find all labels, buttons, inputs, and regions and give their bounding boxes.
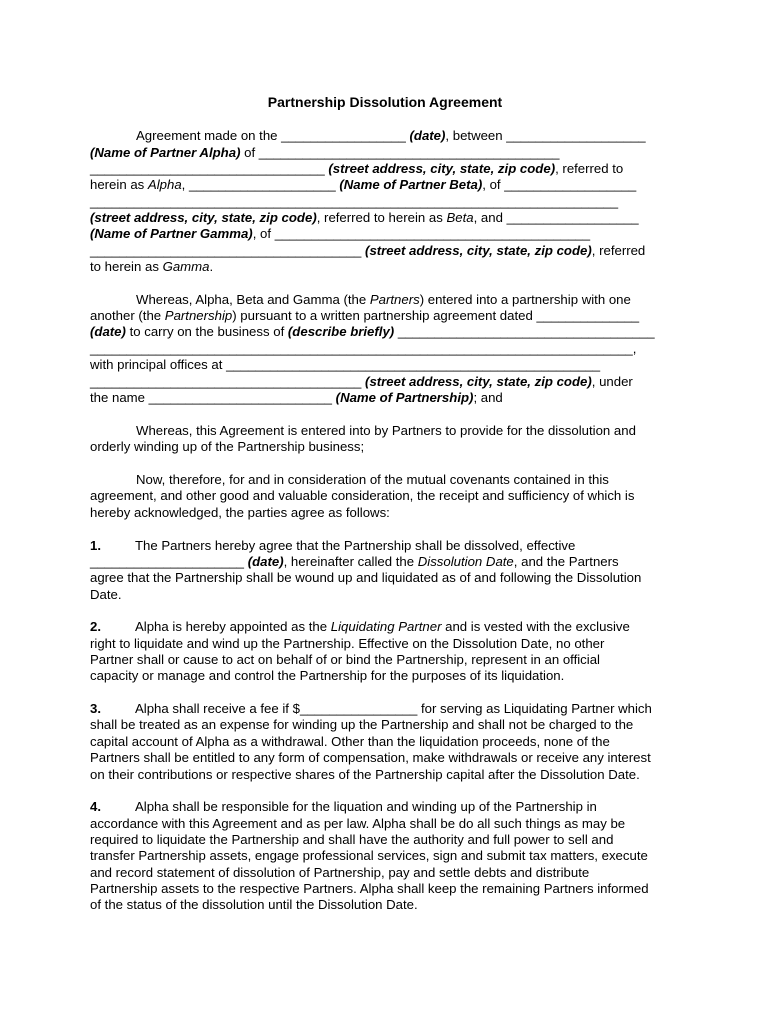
- text-segment: required to liquidate the Partnership and shall have the authority and full power to sell and: [90, 832, 614, 847]
- text-segment: , referred: [591, 243, 646, 258]
- field-label: (Name of Partner Gamma): [90, 226, 253, 241]
- document-line: [90, 570, 641, 586]
- text-segment: to herein as: [90, 259, 163, 274]
- text-segment: Partnership assets to the respective Partners. Alpha shall keep the remaining Partners informed: [90, 881, 649, 896]
- text-segment: and is vested with the exclusive: [441, 619, 630, 634]
- text-segment: , under: [591, 374, 633, 389]
- text-segment: Alpha is hereby appointed as the: [135, 619, 331, 634]
- clause-number: 3.: [90, 701, 101, 716]
- defined-term: Gamma: [162, 259, 210, 274]
- document-line: [90, 488, 634, 504]
- field-label: (Name of Partnership): [335, 390, 474, 405]
- text-segment: capital account of Alpha as a withdrawal. Other than the liquidation proceeds, none of the: [90, 734, 610, 749]
- clause-number: 1.: [90, 538, 101, 553]
- text-segment: , between ___________________: [445, 128, 646, 143]
- document-line: [90, 636, 604, 652]
- text-segment: ___________________________________: [394, 324, 655, 339]
- text-segment: Partners shall be entitled to any form of compensation, make withdrawals or receive any interest: [90, 750, 651, 765]
- document-line: [90, 554, 619, 570]
- text-segment: , ____________________: [181, 177, 340, 192]
- document-line: [90, 750, 651, 766]
- text-segment: right to liquidate and wind up the Partnership. Effective on the Dissolution Date, no other: [90, 636, 605, 651]
- field-label: (describe briefly): [287, 324, 395, 339]
- text-segment: and record statement of dissolution of Partnership, pay and settle debts and distribute: [90, 865, 590, 880]
- text-segment: , of __________________: [482, 177, 637, 192]
- document-line: [90, 865, 589, 881]
- text-segment: Whereas, Alpha, Beta and Gamma (the: [136, 292, 370, 307]
- defined-term: Partners: [369, 292, 420, 307]
- document-line: [90, 374, 633, 390]
- text-segment: of _________________________________________: [240, 145, 560, 160]
- text-segment: to carry on the business of: [125, 324, 288, 339]
- document-line: [90, 390, 503, 406]
- text-segment: _____________________: [90, 554, 248, 569]
- document-line: [90, 897, 418, 913]
- document-line: [90, 341, 636, 357]
- document-line: [90, 324, 655, 340]
- text-segment: Now, therefore, for and in consideration of the mutual covenants contained in this: [136, 472, 609, 487]
- text-segment: The Partners hereby agree that the Partnership shall be dissolved, effective: [135, 538, 576, 553]
- text-segment: , and __________________: [473, 210, 639, 225]
- field-label: (street address, city, state, zip code): [365, 243, 592, 258]
- defined-term: Liquidating Partner: [330, 619, 442, 634]
- text-segment: Whereas, this Agreement is entered into by Partners to provide for the dissolution and: [136, 423, 636, 438]
- text-segment: ________________________________: [90, 161, 329, 176]
- document-line: [90, 259, 213, 275]
- document-line: [90, 587, 122, 603]
- text-segment: __________________________________________________________________________,: [90, 341, 637, 356]
- text-segment: orderly winding up of the Partnership business;: [90, 439, 365, 454]
- document-line: [90, 161, 623, 177]
- defined-term: Beta: [446, 210, 474, 225]
- document-line: [90, 881, 649, 897]
- defined-term: Dissolution Date: [417, 554, 514, 569]
- document-line: [90, 243, 645, 259]
- clause-heading-line: [90, 799, 597, 815]
- text-segment: ________________________________________________________________________: [90, 194, 619, 209]
- document-line: [90, 308, 639, 324]
- clause-heading-line: [90, 619, 630, 635]
- text-segment: ; and: [473, 390, 503, 405]
- document-line: [136, 472, 609, 488]
- field-label: (Name of Partner Alpha): [90, 145, 241, 160]
- document-line: [90, 145, 560, 161]
- document-line: [90, 734, 610, 750]
- field-label: (date): [409, 128, 446, 143]
- document-line: [90, 816, 625, 832]
- text-segment: agree that the Partnership shall be wound up and liquidated as of and following the Dissolution: [90, 570, 642, 585]
- clause-heading-line: [90, 538, 575, 554]
- text-segment: of the status of the dissolution until the Dissolution Date.: [90, 897, 418, 912]
- text-segment: agreement, and other good and valuable consideration, the receipt and sufficiency of which is: [90, 488, 635, 503]
- clause-heading-line: [90, 701, 652, 717]
- document-line: [90, 194, 618, 210]
- text-segment: , hereinafter called the: [283, 554, 418, 569]
- document-line: [90, 668, 564, 684]
- clause-number: 4.: [90, 799, 101, 814]
- field-label: (street address, city, state, zip code): [90, 210, 317, 225]
- text-segment: herein as: [90, 177, 148, 192]
- text-segment: , referred to herein as: [316, 210, 447, 225]
- document-line: [136, 128, 646, 144]
- defined-term: Partnership: [164, 308, 233, 323]
- document-title: Partnership Dissolution Agreement: [267, 94, 503, 110]
- document-line: [90, 652, 600, 668]
- document-line: [136, 292, 631, 308]
- text-segment: , referred to: [555, 161, 624, 176]
- text-segment: transfer Partnership assets, engage professional services, sign and submit tax matters, execute: [90, 848, 648, 863]
- field-label: (street address, city, state, zip code): [365, 374, 592, 389]
- text-segment: _____________________________________: [90, 374, 366, 389]
- document-line: [90, 439, 364, 455]
- document-line: [90, 848, 648, 864]
- text-segment: Partner shall or cause to act on behalf of or bind the Partnership, represent in an official: [90, 652, 600, 667]
- text-segment: .: [209, 259, 214, 274]
- text-segment: on their contributions or respective shares of the Partnership capital after the Dissolution Date.: [90, 767, 640, 782]
- document-line: [90, 226, 590, 242]
- document-line: [90, 210, 639, 226]
- field-label: (street address, city, state, zip code): [328, 161, 556, 176]
- text-segment: , and the Partners: [513, 554, 619, 569]
- document-line: [90, 832, 613, 848]
- field-label: (date): [90, 324, 126, 339]
- text-segment: ) entered into a partnership with one: [419, 292, 631, 307]
- text-segment: ) pursuant to a written partnership agreement dated ______________: [232, 308, 640, 323]
- document-line: [90, 177, 636, 193]
- text-segment: accordance with this Agreement and as per law. Alpha shall be do all such things as may be: [90, 816, 626, 831]
- document-line: [90, 357, 600, 373]
- field-label: (Name of Partner Beta): [339, 177, 483, 192]
- text-segment: Alpha shall receive a fee if $________________ for serving as Liquidating Partner which: [135, 701, 652, 716]
- text-segment: with principal offices at ___________________________________________________: [90, 357, 601, 372]
- text-segment: Alpha shall be responsible for the liquation and winding up of the Partnership in: [135, 799, 597, 814]
- document-line: [90, 717, 633, 733]
- text-segment: Date.: [90, 587, 122, 602]
- text-segment: the name _________________________: [90, 390, 336, 405]
- field-label: (date): [247, 554, 284, 569]
- text-segment: capacity or manage and control the Partnership for the purposes of its liquidation.: [90, 668, 565, 683]
- text-segment: _____________________________________: [90, 243, 366, 258]
- text-segment: another (the: [90, 308, 165, 323]
- document-line: [90, 505, 390, 521]
- text-segment: , of ___________________________________________: [252, 226, 591, 241]
- text-segment: hereby acknowledged, the parties agree as follows:: [90, 505, 390, 520]
- text-segment: shall be treated as an expense for winding up the Partnership and shall not be charged to the: [90, 717, 634, 732]
- defined-term: Alpha: [147, 177, 182, 192]
- clause-number: 2.: [90, 619, 101, 634]
- document-line: [90, 767, 640, 783]
- text-segment: Agreement made on the _________________: [136, 128, 410, 143]
- document-line: [136, 423, 636, 439]
